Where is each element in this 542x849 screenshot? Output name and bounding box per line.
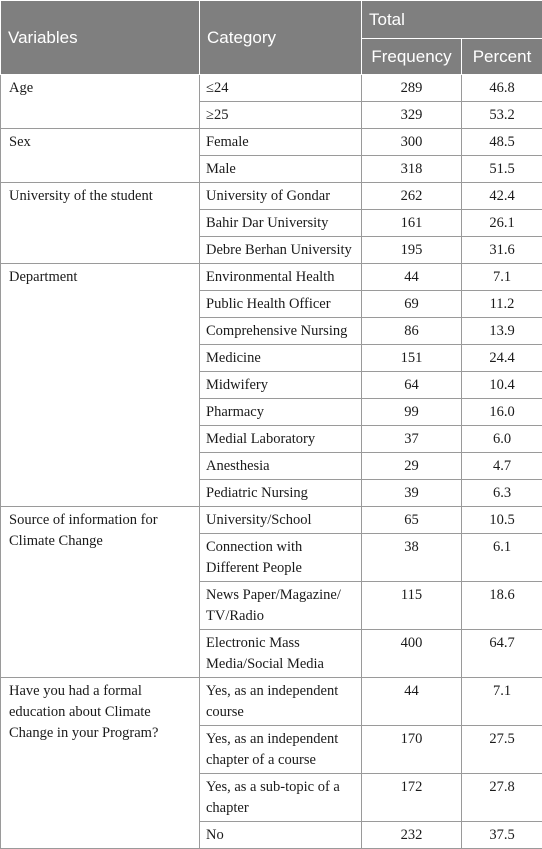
category-cell: ≥25	[200, 102, 362, 129]
table-row	[1, 75, 542, 102]
header-variables: Variables	[1, 1, 200, 75]
table-body	[1, 75, 542, 849]
percent-cell: 46.8	[462, 75, 542, 102]
table-row	[1, 678, 542, 726]
category-cell: Anesthesia	[200, 453, 362, 480]
category-cell: Medial Laboratory	[200, 426, 362, 453]
percent-cell: 27.8	[462, 774, 542, 822]
percent-cell: 13.9	[462, 318, 542, 345]
category-cell: Pharmacy	[200, 399, 362, 426]
header-category: Category	[200, 1, 362, 75]
frequency-cell: 29	[362, 453, 462, 480]
frequency-cell: 86	[362, 318, 462, 345]
category-cell: News Paper/Magazine/ TV/Radio	[200, 582, 362, 630]
table-row	[1, 183, 542, 210]
variable-cell: Sex	[1, 129, 200, 183]
category-cell: Male	[200, 156, 362, 183]
frequency-cell: 64	[362, 372, 462, 399]
percent-cell: 26.1	[462, 210, 542, 237]
table-row	[1, 129, 542, 156]
category-cell: Yes, as an independent chapter of a course	[200, 726, 362, 774]
category-cell: Pediatric Nursing	[200, 480, 362, 507]
percent-cell: 6.0	[462, 426, 542, 453]
frequency-cell: 232	[362, 822, 462, 849]
category-cell: Yes, as a sub-topic of a chapter	[200, 774, 362, 822]
category-cell: Electronic Mass Media/Social Media	[200, 630, 362, 678]
category-cell: Medicine	[200, 345, 362, 372]
category-cell: Public Health Officer	[200, 291, 362, 318]
frequency-cell: 39	[362, 480, 462, 507]
category-cell: University of Gondar	[200, 183, 362, 210]
percent-cell: 51.5	[462, 156, 542, 183]
percent-cell: 24.4	[462, 345, 542, 372]
frequency-cell: 170	[362, 726, 462, 774]
percent-cell: 10.4	[462, 372, 542, 399]
percent-cell: 31.6	[462, 237, 542, 264]
variable-cell: Source of information for Climate Change	[1, 507, 200, 678]
percent-cell: 6.1	[462, 534, 542, 582]
percent-cell: 64.7	[462, 630, 542, 678]
frequency-cell: 300	[362, 129, 462, 156]
header-total: Total	[362, 1, 542, 39]
frequency-cell: 44	[362, 678, 462, 726]
frequency-cell: 115	[362, 582, 462, 630]
percent-cell: 27.5	[462, 726, 542, 774]
table-header	[1, 1, 542, 75]
category-cell: Debre Berhan University	[200, 237, 362, 264]
percent-cell: 4.7	[462, 453, 542, 480]
percent-cell: 48.5	[462, 129, 542, 156]
category-cell: Bahir Dar University	[200, 210, 362, 237]
percent-cell: 6.3	[462, 480, 542, 507]
category-cell: Female	[200, 129, 362, 156]
frequency-cell: 99	[362, 399, 462, 426]
category-cell: Environmental Health	[200, 264, 362, 291]
percent-cell: 53.2	[462, 102, 542, 129]
frequency-cell: 161	[362, 210, 462, 237]
variable-cell: Have you had a formal education about Climate Change in your Program?	[1, 678, 200, 849]
category-cell: Midwifery	[200, 372, 362, 399]
category-cell: ≤24	[200, 75, 362, 102]
percent-cell: 42.4	[462, 183, 542, 210]
percent-cell: 7.1	[462, 678, 542, 726]
percent-cell: 16.0	[462, 399, 542, 426]
category-cell: University/School	[200, 507, 362, 534]
percent-cell: 37.5	[462, 822, 542, 849]
frequency-cell: 69	[362, 291, 462, 318]
frequency-cell: 37	[362, 426, 462, 453]
frequency-cell: 195	[362, 237, 462, 264]
percent-cell: 18.6	[462, 582, 542, 630]
header-frequency: Frequency	[362, 39, 462, 75]
category-cell: No	[200, 822, 362, 849]
frequency-cell: 172	[362, 774, 462, 822]
frequency-cell: 329	[362, 102, 462, 129]
category-cell: Connection with Different People	[200, 534, 362, 582]
frequency-cell: 262	[362, 183, 462, 210]
percent-cell: 10.5	[462, 507, 542, 534]
frequency-cell: 44	[362, 264, 462, 291]
frequency-cell: 38	[362, 534, 462, 582]
category-cell: Yes, as an independent course	[200, 678, 362, 726]
frequency-cell: 400	[362, 630, 462, 678]
percent-cell: 11.2	[462, 291, 542, 318]
variable-cell: Department	[1, 264, 200, 507]
frequency-cell: 151	[362, 345, 462, 372]
percent-cell: 7.1	[462, 264, 542, 291]
variable-cell: University of the student	[1, 183, 200, 264]
frequency-cell: 318	[362, 156, 462, 183]
variable-cell: Age	[1, 75, 200, 129]
frequency-cell: 65	[362, 507, 462, 534]
frequency-cell: 289	[362, 75, 462, 102]
table-row	[1, 264, 542, 291]
header-percent: Percent	[462, 39, 542, 75]
category-cell: Comprehensive Nursing	[200, 318, 362, 345]
table-row	[1, 507, 542, 534]
